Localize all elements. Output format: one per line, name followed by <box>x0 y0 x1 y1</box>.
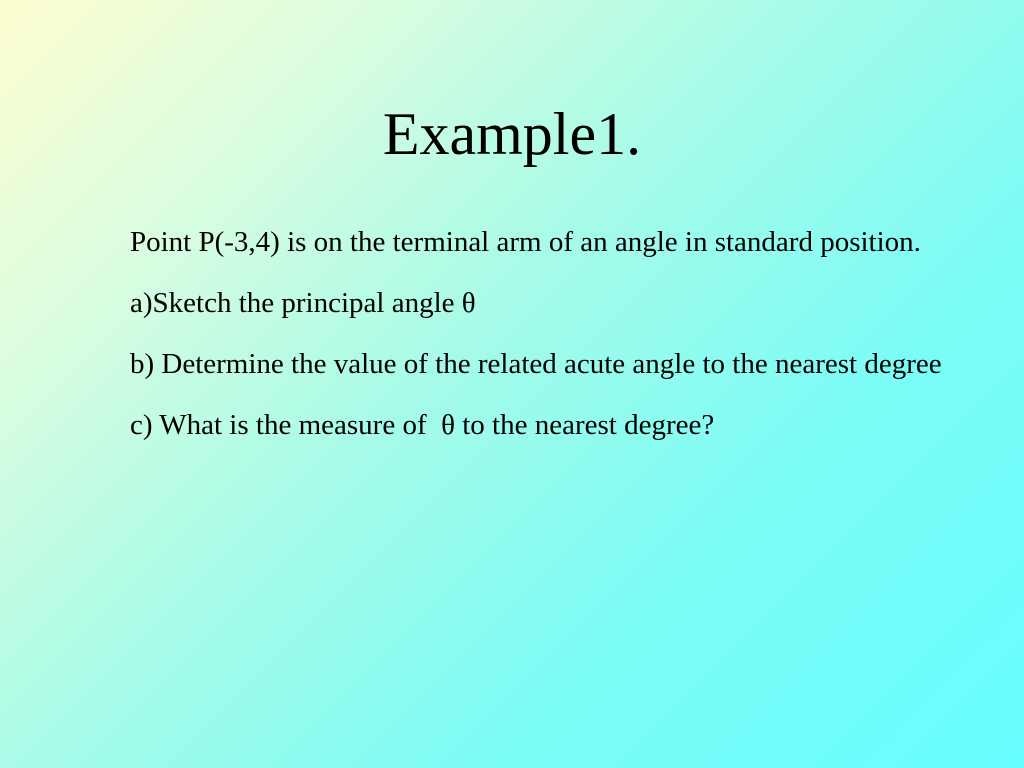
slide-title: Example1. <box>382 101 642 167</box>
slide-body <box>130 222 960 466</box>
question-b: b) Determine the value of the related acute angle to the nearest degree <box>130 348 942 380</box>
question-c: c) What is the measure of θ to the nearest degree? <box>130 409 715 441</box>
question-a: a)Sketch the principal angle θ <box>130 287 476 319</box>
problem-statement: Point P(-3,4) is on the terminal arm of an angle in standard position. <box>130 226 921 258</box>
